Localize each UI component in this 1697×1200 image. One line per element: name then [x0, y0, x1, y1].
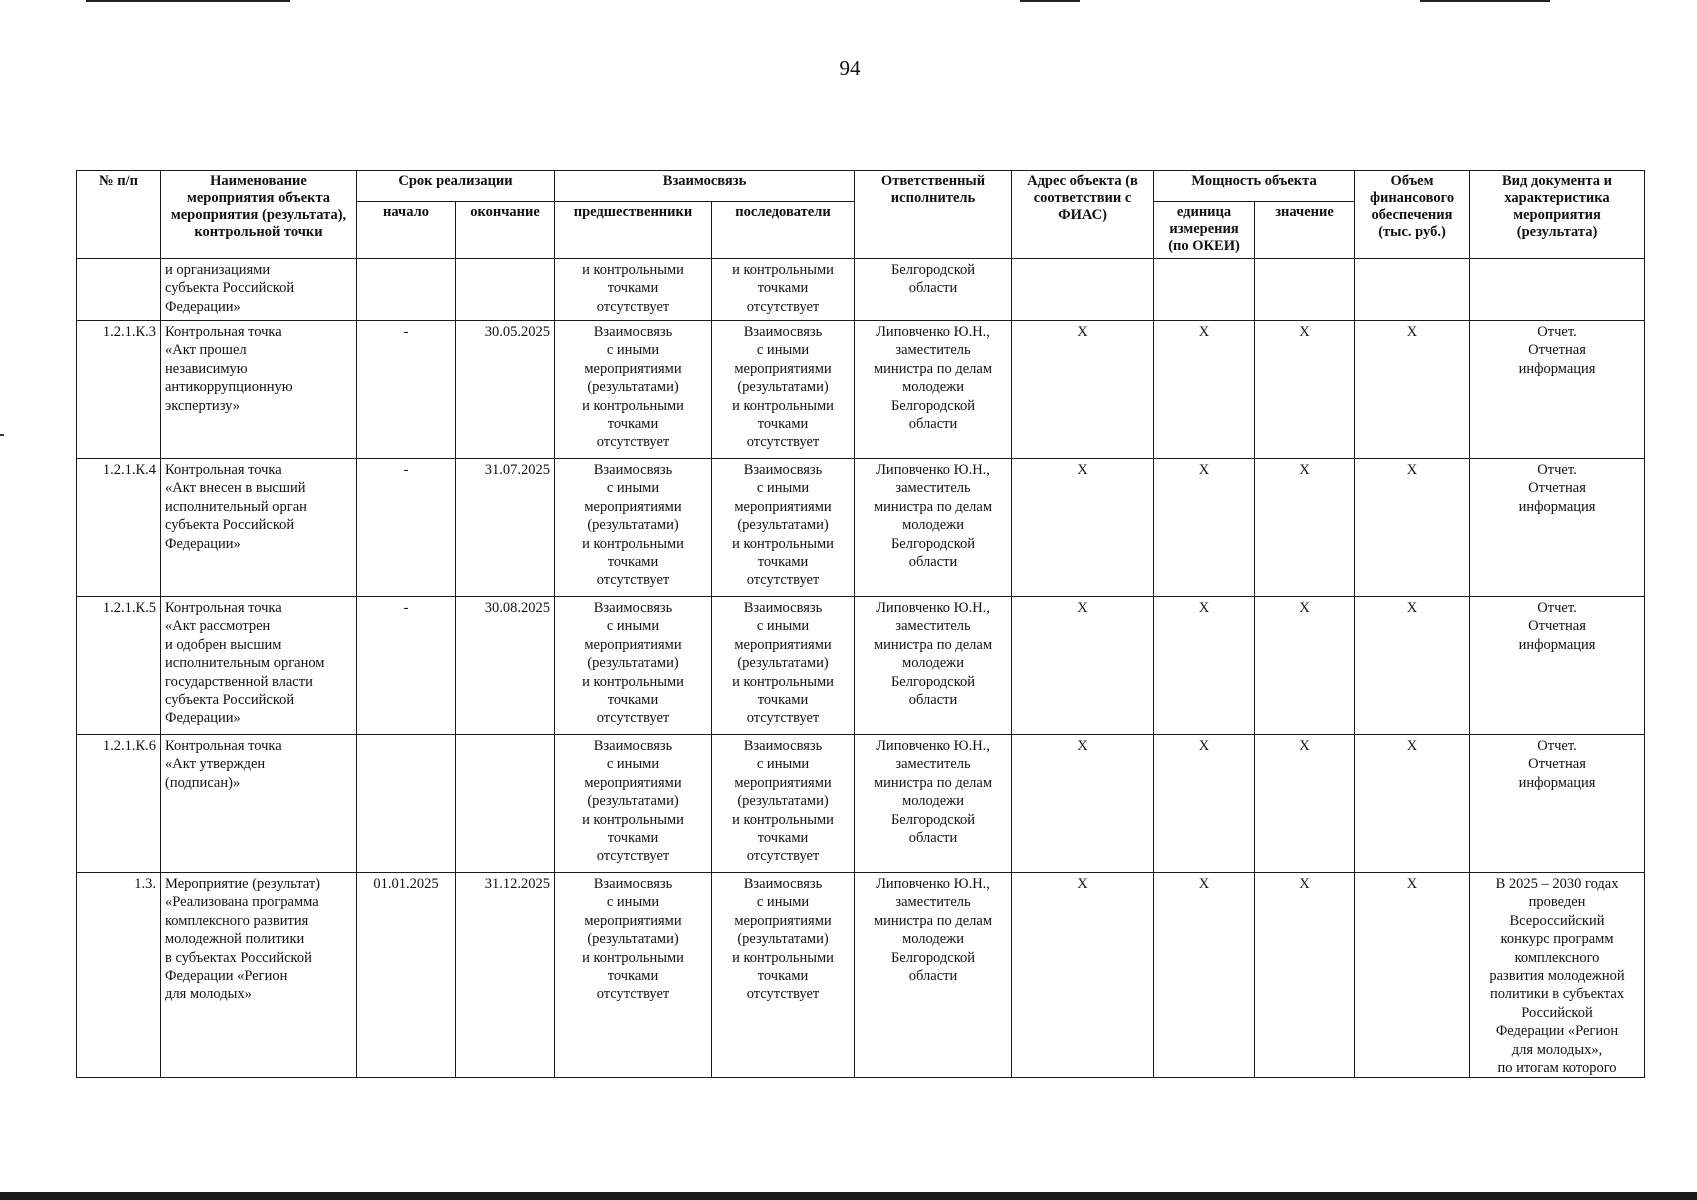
implementation-plan-table — [76, 170, 1645, 1078]
cell-unit: X — [1154, 873, 1255, 1078]
cell-funding: X — [1355, 873, 1470, 1078]
table-row — [77, 597, 1645, 735]
header-term-start: начало — [357, 202, 456, 259]
cell-value: X — [1255, 873, 1355, 1078]
cell-value: X — [1255, 321, 1355, 459]
table-row — [77, 321, 1645, 459]
cell-next: Взаимосвязь с иными мероприятиями (результатами) и контрольными точками отсутствует — [712, 459, 855, 597]
cell-responsible: Липовченко Ю.Н., заместитель министра по делам молодежи Белгородской области — [855, 873, 1012, 1078]
cell-address: X — [1012, 597, 1154, 735]
header-link-prev: предшественники — [555, 202, 712, 259]
cell-value: X — [1255, 597, 1355, 735]
header-name: Наименование мероприятия объекта мероприятия (результата), контрольной точки — [161, 171, 357, 259]
header-capacity-value: значение — [1255, 202, 1355, 259]
cell-next: Взаимосвязь с иными мероприятиями (результатами) и контрольными точками отсутствует — [712, 873, 855, 1078]
header-address: Адрес объекта (в соответствии с ФИАС) — [1012, 171, 1154, 259]
header-responsible: Ответственный исполнитель — [855, 171, 1012, 259]
cell-num: 1.2.1.К.5 — [77, 597, 161, 735]
table-row — [77, 459, 1645, 597]
cell-prev: Взаимосвязь с иными мероприятиями (результатами) и контрольными точками отсутствует — [555, 321, 712, 459]
header-capacity-unit: единица измерения (по ОКЕИ) — [1154, 202, 1255, 259]
cell-num: 1.2.1.К.3 — [77, 321, 161, 459]
cell-next: Взаимосвязь с иными мероприятиями (результатами) и контрольными точками отсутствует — [712, 321, 855, 459]
cell-doc: Отчет. Отчетная информация — [1470, 735, 1645, 873]
cell-funding: X — [1355, 321, 1470, 459]
cell-doc: Отчет. Отчетная информация — [1470, 459, 1645, 597]
scan-bottom-edge — [0, 1192, 1697, 1200]
cell-next: и контрольными точками отсутствует — [712, 259, 855, 321]
cell-doc: В 2025 – 2030 годах проведен Всероссийский конкурс программ комплексного развития молодежной политики в субъектах Российской Федерации «Регион для молодых», по итогам которого — [1470, 873, 1645, 1078]
cell-start — [357, 735, 456, 873]
table-row — [77, 873, 1645, 1078]
cell-unit — [1154, 259, 1255, 321]
margin-mark — [0, 434, 4, 436]
page-number: 94 — [839, 56, 861, 80]
header-term-end: окончание — [456, 202, 555, 259]
cell-end — [456, 259, 555, 321]
cell-num: 1.3. — [77, 873, 161, 1078]
header-doc-type: Вид документа и характеристика мероприятия (результата) — [1470, 171, 1645, 259]
cell-doc — [1470, 259, 1645, 321]
cell-responsible: Липовченко Ю.Н., заместитель министра по делам молодежи Белгородской области — [855, 597, 1012, 735]
cell-funding — [1355, 259, 1470, 321]
header-num: № п/п — [77, 171, 161, 259]
cell-end — [456, 735, 555, 873]
cell-num: 1.2.1.К.6 — [77, 735, 161, 873]
cell-prev: Взаимосвязь с иными мероприятиями (результатами) и контрольными точками отсутствует — [555, 597, 712, 735]
cell-doc: Отчет. Отчетная информация — [1470, 597, 1645, 735]
cell-end: 30.08.2025 — [456, 597, 555, 735]
cell-name: Контрольная точка «Акт прошел независимую антикоррупционную экспертизу» — [161, 321, 357, 459]
cell-address: X — [1012, 735, 1154, 873]
cell-name: Контрольная точка «Акт утвержден (подписан)» — [161, 735, 357, 873]
cell-name: Контрольная точка «Акт внесен в высший исполнительный орган субъекта Российской Федерации» — [161, 459, 357, 597]
cell-prev: и контрольными точками отсутствует — [555, 259, 712, 321]
top-scan-rule — [86, 0, 290, 2]
cell-value: X — [1255, 459, 1355, 597]
cell-responsible: Липовченко Ю.Н., заместитель министра по делам молодежи Белгородской области — [855, 735, 1012, 873]
cell-prev: Взаимосвязь с иными мероприятиями (результатами) и контрольными точками отсутствует — [555, 873, 712, 1078]
cell-funding: X — [1355, 735, 1470, 873]
header-term: Срок реализации — [357, 171, 555, 202]
header-funding: Объем финансового обеспечения (тыс. руб.) — [1355, 171, 1470, 259]
cell-next: Взаимосвязь с иными мероприятиями (результатами) и контрольными точками отсутствует — [712, 597, 855, 735]
table-row-continuation — [77, 259, 1645, 321]
cell-funding: X — [1355, 459, 1470, 597]
top-scan-rule — [1020, 0, 1080, 2]
header-link: Взаимосвязь — [555, 171, 855, 202]
cell-prev: Взаимосвязь с иными мероприятиями (результатами) и контрольными точками отсутствует — [555, 459, 712, 597]
header-capacity: Мощность объекта — [1154, 171, 1355, 202]
cell-value — [1255, 259, 1355, 321]
cell-start: 01.01.2025 — [357, 873, 456, 1078]
cell-start — [357, 259, 456, 321]
cell-funding: X — [1355, 597, 1470, 735]
cell-name: Контрольная точка «Акт рассмотрен и одобрен высшим исполнительным органом государственной власти субъекта Российской Федерации» — [161, 597, 357, 735]
cell-name: Мероприятие (результат) «Реализована программа комплексного развития молодежной политики в субъектах Российской Федерации «Регион для молодых» — [161, 873, 357, 1078]
cell-address: X — [1012, 321, 1154, 459]
header-link-next: последователи — [712, 202, 855, 259]
cell-unit: X — [1154, 597, 1255, 735]
cell-address: X — [1012, 459, 1154, 597]
cell-unit: X — [1154, 735, 1255, 873]
cell-end: 31.12.2025 — [456, 873, 555, 1078]
top-scan-rule — [1420, 0, 1550, 2]
cell-next: Взаимосвязь с иными мероприятиями (результатами) и контрольными точками отсутствует — [712, 735, 855, 873]
cell-num: 1.2.1.К.4 — [77, 459, 161, 597]
cell-end: 31.07.2025 — [456, 459, 555, 597]
cell-unit: X — [1154, 321, 1255, 459]
cell-start: - — [357, 459, 456, 597]
cell-name: и организациями субъекта Российской Федерации» — [161, 259, 357, 321]
cell-start: - — [357, 321, 456, 459]
cell-responsible: Липовченко Ю.Н., заместитель министра по делам молодежи Белгородской области — [855, 459, 1012, 597]
cell-responsible: Липовченко Ю.Н., заместитель министра по делам молодежи Белгородской области — [855, 321, 1012, 459]
cell-num — [77, 259, 161, 321]
cell-unit: X — [1154, 459, 1255, 597]
cell-responsible: Белгородской области — [855, 259, 1012, 321]
cell-doc: Отчет. Отчетная информация — [1470, 321, 1645, 459]
cell-address — [1012, 259, 1154, 321]
table-row — [77, 735, 1645, 873]
cell-value: X — [1255, 735, 1355, 873]
cell-start: - — [357, 597, 456, 735]
cell-prev: Взаимосвязь с иными мероприятиями (результатами) и контрольными точками отсутствует — [555, 735, 712, 873]
cell-end: 30.05.2025 — [456, 321, 555, 459]
cell-address: X — [1012, 873, 1154, 1078]
